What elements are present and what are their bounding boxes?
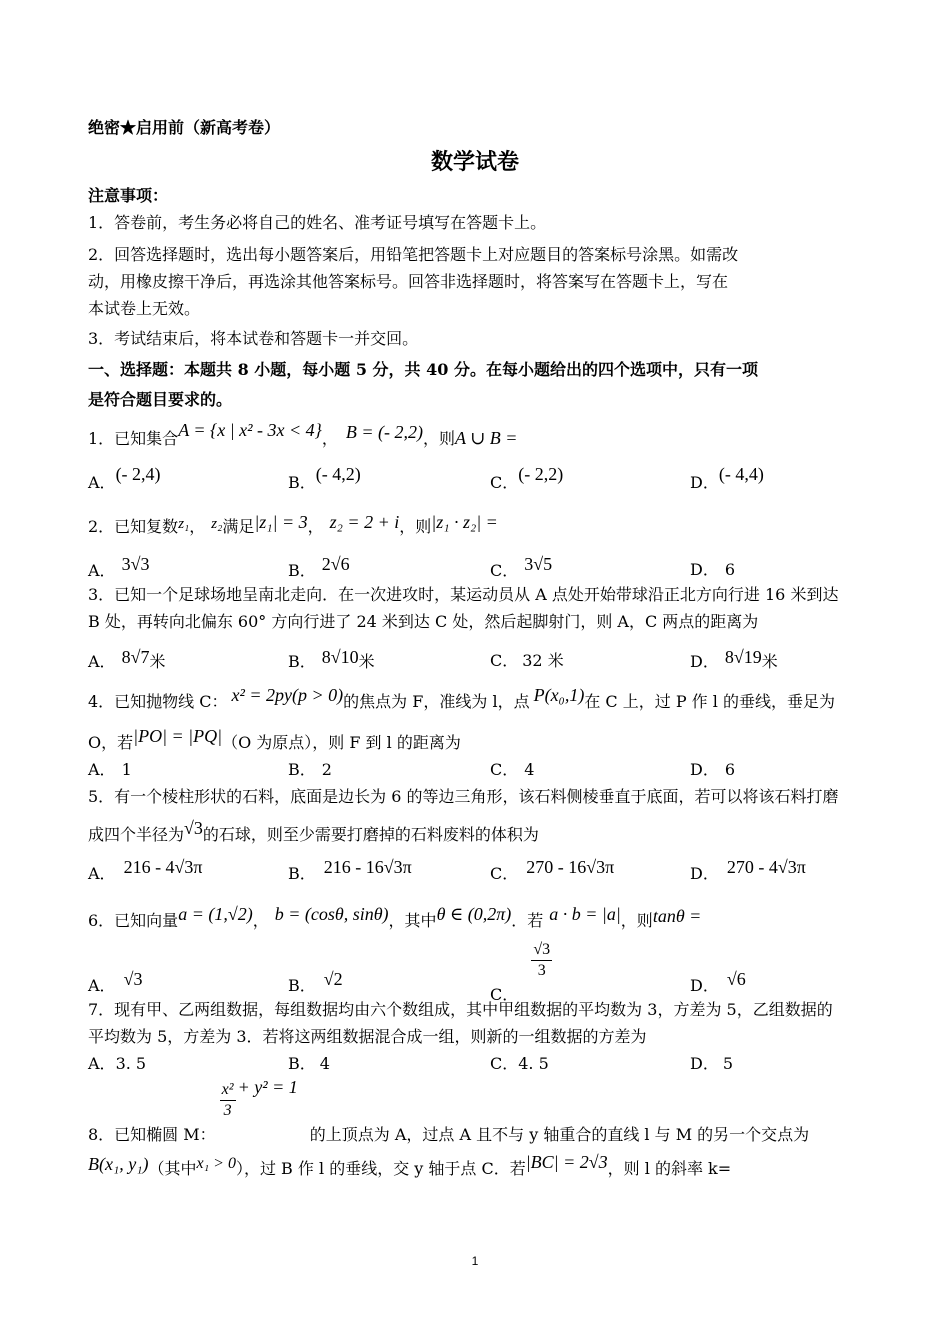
q1-sep1: ， [321, 429, 338, 448]
q1-set-b: B = (- 2,2) [345, 422, 423, 442]
q1-sep2: ，则 [423, 429, 456, 448]
q1-option-b: B．(- 4,2) [288, 464, 361, 492]
question-2: 2．已知复数z₁， z₂满足|z₁| = 3， z₂ = 2 + i，则|z₁ · z₂| = [88, 512, 498, 536]
notice-item-1: 1．答卷前，考生务必将自己的姓名、准考证号填写在答题卡上。 [88, 213, 547, 232]
q6-option-b: B． √2 [288, 969, 343, 995]
notice-item-2-line-2: 动，用橡皮擦干净后，再选涂其他答案标号。回答非选择题时，将答案写在答题卡上，写在 [88, 272, 729, 291]
q6-option-c: C． $\frac{√3}{3}$ [490, 941, 551, 1004]
question-7-line-1: 7．现有甲、乙两组数据，每组数据均由六个数组成，其中甲组数据的平均数为 3，方差为 5，乙组数据的 [88, 1000, 833, 1019]
q5-option-d: D． 270 - 4√3π [690, 857, 806, 883]
q5-option-a: A． 216 - 4√3π [88, 857, 203, 883]
question-4-line-2: O，若|PO| = |PQ|（O 为原点），则 F 到 l 的距离为 [88, 726, 461, 752]
q2-option-b: B． 2√6 [288, 554, 350, 580]
q2-option-a: A． 3√3 [88, 554, 150, 580]
q2-option-d: D． 6 [690, 560, 736, 579]
q2-option-c: C． 3√5 [490, 554, 553, 580]
q6-vector-a: a = (1,√2) [178, 904, 253, 924]
q2-prefix: 2．已知复数 [88, 517, 179, 536]
section-heading-line-2: 是符合题目要求的。 [88, 390, 233, 409]
question-6: 6．已知向量a = (1,√2)， b = (cosθ, sinθ)，其中θ ∈ (0,2π)．若 a · b = |a|，则tanθ = [88, 904, 702, 930]
q4-option-b: B． 2 [288, 760, 332, 779]
question-8-line-1: 8．已知椭圆 M： $\frac{\text{x²}}{3}$ + y² = 1的上顶点为 A，过点 A 且不与 y 轴重合的直线 l 与 M 的另一个交点为 [88, 1077, 810, 1144]
q8-equation: + y² = 1 [237, 1077, 298, 1097]
q1-option-d: D．(- 4,4) [690, 464, 764, 492]
q6-expr: tanθ = [652, 906, 702, 926]
q8-bc-length: |BC| = 2√3 [525, 1152, 608, 1172]
page-title: 数学试卷 [430, 149, 519, 175]
q3-option-d: D． 8√19米 [690, 647, 778, 671]
q3-option-a: A． 8√7米 [88, 647, 166, 671]
q8-condition: x₁ > 0 [196, 1155, 236, 1172]
q1-option-c: C．(- 2,2) [490, 464, 564, 492]
notice-item-3: 3．考试结束后，将本试卷和答题卡一并交回。 [88, 329, 419, 348]
q7-option-b: B． 4 [288, 1054, 330, 1073]
q1-set-a: A = {x | x² - 3x < 4} [178, 420, 322, 440]
q4-equation: x² = 2py(p > 0) [231, 685, 344, 705]
q2-expr: |z₁ · z₂| = [431, 512, 498, 532]
q4-option-a: A． 1 [88, 760, 132, 779]
question-8-line-2: B(x₁, y₁)（其中x₁ > 0），过 B 作 l 的垂线，交 y 轴于点 C．若|BC| = 2√3，则 l 的斜率 k= [88, 1152, 732, 1178]
q1-expr: A ∪ B = [455, 428, 518, 448]
notice-heading: 注意事项： [88, 186, 169, 205]
q6-range: θ ∈ (0,2π) [436, 904, 512, 924]
question-4-line-1: 4．已知抛物线 C： x² = 2py(p > 0)的焦点为 F，准线为 l，点 P(x₀,1)在 C 上，过 P 作 l 的垂线，垂足为 [88, 685, 835, 711]
q2-z1: z₁ [178, 516, 190, 532]
page-number: 1 [471, 1254, 479, 1268]
q6-option-d: D． √6 [690, 969, 746, 995]
q2-z2: z₂ [211, 516, 223, 532]
q1-prefix: 1．已知集合 [88, 429, 179, 448]
q1-option-a: A．(- 2,4) [88, 464, 161, 492]
q5-option-b: B． 216 - 16√3π [288, 857, 412, 883]
q5-radius: √3 [184, 818, 203, 838]
question-7-line-2: 平均数为 5，方差为 3．若将这两组数据混合成一组，则新的一组数据的方差为 [88, 1027, 647, 1046]
q4-condition: |PO| = |PQ| [133, 726, 223, 746]
section-heading-line-1: 一、选择题：本题共 8 小题，每小题 5 分，共 40 分。在每小题给出的四个选项中，只有一项 [88, 360, 758, 379]
q8-fraction: $\frac{\text{x²}}{3}$ [221, 1081, 234, 1119]
q4-option-d: D． 6 [690, 760, 736, 779]
q6-option-c-fraction: $\frac{√3}{3}$ [533, 941, 551, 979]
q2-cond2: z₂ = 2 + i [329, 512, 400, 532]
question-5-line-2: 成四个半径为√3的石球，则至少需要打磨掉的石料废料的体积为 [88, 818, 539, 844]
q5-option-c: C． 270 - 16√3π [490, 857, 615, 883]
q3-option-c: C． 32 米 [490, 651, 564, 670]
q4-point: P(x₀,1) [533, 685, 585, 705]
notice-item-2-line-1: 2．回答选择题时，选出每小题答案后，用铅笔把答题卡上对应题目的答案标号涂黑。如需改 [88, 245, 739, 264]
q6-condition: a · b = |a| [549, 904, 621, 924]
q8-point: B(x₁, y₁) [88, 1154, 149, 1174]
q2-cond1: |z₁| = 3 [254, 512, 308, 532]
question-3-line-1: 3．已知一个足球场地呈南北走向．在一次进攻时，某运动员从 A 点处开始带球沿正北方向行进 16 米到达 [88, 585, 839, 604]
question-5-line-1: 5．有一个棱柱形状的石料，底面是边长为 6 的等边三角形，该石料侧棱垂直于底面，若可以将该石料打磨 [88, 787, 839, 806]
q7-option-c: C．4. 5 [490, 1054, 549, 1073]
question-1 [88, 420, 863, 449]
question-3-line-2: B 处，再转向北偏东 60° 方向行进了 24 米到达 C 处，然后起脚射门，则 A，C 两点的距离为 [88, 612, 759, 631]
q4-option-c: C． 4 [490, 760, 535, 779]
q7-option-a: A．3. 5 [88, 1054, 147, 1073]
q6-option-a: A． √3 [88, 969, 143, 995]
secret-label: 绝密★启用前（新高考卷） [88, 118, 281, 137]
q7-option-d: D． 5 [690, 1054, 734, 1073]
notice-item-2-line-3: 本试卷上无效。 [88, 299, 201, 318]
q6-vector-b: b = (cosθ, sinθ) [274, 904, 389, 924]
q3-option-b: B． 8√10米 [288, 647, 375, 671]
